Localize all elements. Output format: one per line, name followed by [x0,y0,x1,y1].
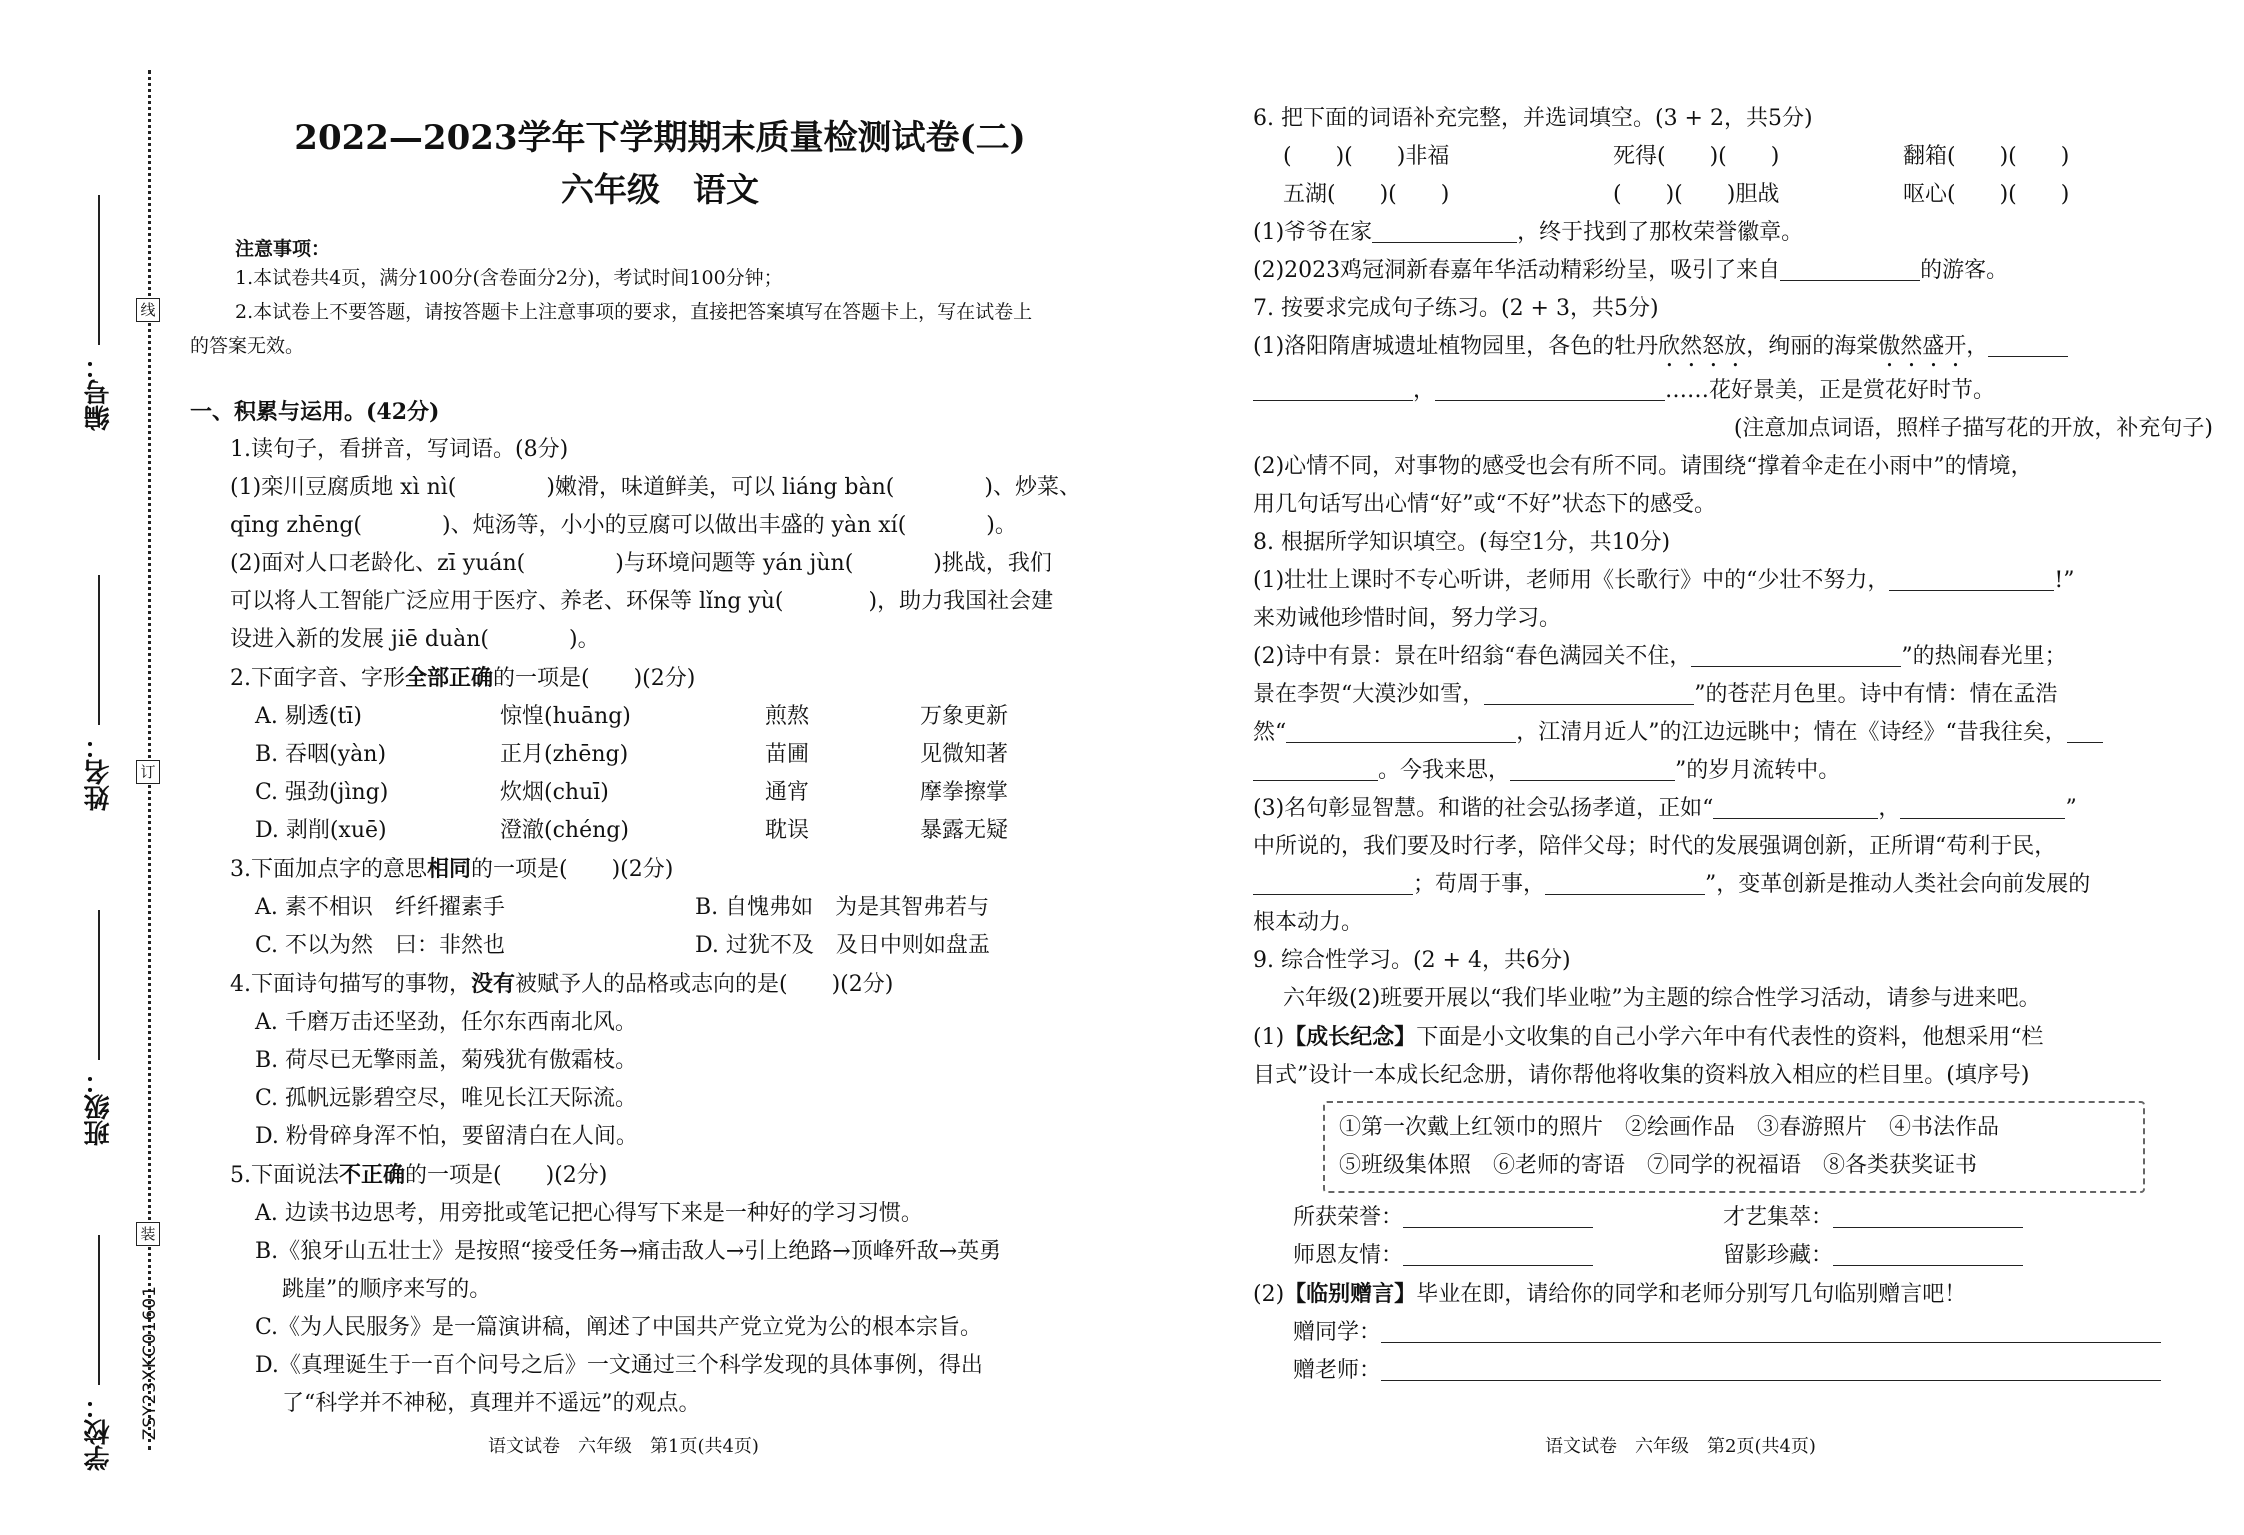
q5-option-b-cont: 跳崖”的顺序来写的。 [282,1277,492,1302]
q6-sentence-1: (1)爷爷在家 ，终于找到了那枚荣誉徽章。 [1253,214,2213,252]
exam-subtitle: 六年级 语文 [561,170,759,209]
school-field[interactable] [80,1235,117,1471]
class-field[interactable] [80,910,117,1146]
notice-1: 1.本试卷共4页，满分100分(含卷面分2分)，考试时间100分钟； [235,267,783,289]
question-1: 1.读句子，看拼音，写词语。(8分) [230,437,569,462]
q8-line-5: 然“ ，江清月近人”的江边远眺中；情在《诗经》“昔我往矣， [1253,714,2213,752]
q8-line-7: (3)名句彰显智慧。和谐的社会弘扬孝道，正如“ ， ” [1253,790,2213,828]
question-6: 6. 把下面的词语补充完整，并选词填空。(3 + 2，共5分) [1253,106,1813,131]
friendship-blank[interactable] [1403,1239,1593,1266]
binding-margin [0,0,175,1535]
q3-options-ab: A. 素不相识 纤纤擢素手 B. 自愧弗如 为是其智弗若与 [255,895,990,920]
question-4: 4.下面诗句描写的事物，没有被赋予人的品格或志向的是( )(2分) [230,971,894,997]
question-9: 9. 综合性学习。(2 + 4，共6分) [1253,948,1571,973]
q1-line-5: 设进入新的发展 jiē duàn( )。 [230,627,600,652]
q4-option-a: A. 千磨万击还坚劲，任尔东西南北风。 [255,1010,637,1035]
photos-blank[interactable] [1833,1239,2023,1266]
q8-line-2: 来劝诫他珍惜时间，努力学习。 [1253,606,1562,631]
q9-to-teachers: 赠老师： [1253,1352,2213,1390]
binding-mark-zhuang: 装 [136,1222,160,1246]
q5-option-a: A. 边读书边思考，用旁批或笔记把心得写下来是一种好的学习习惯。 [255,1201,923,1226]
exam-title: 2022—2023学年下学期期末质量检测试卷(二) [294,118,1026,158]
q2-option-c: C. 强劲(jìng) 炊烟(chuī) 通宵 摩拳擦掌 [255,780,1009,805]
talents-blank[interactable] [1833,1201,2023,1228]
q2-option-d: D. 剥削(xuē) 澄澈(chéng) 耽误 暴露无疑 [255,818,1009,843]
materials-row-1: ①第一次戴上红领巾的照片 ②绘画作品 ③春游照片 ④书法作品 [1339,1115,2000,1140]
q9-to-classmates: 赠同学： [1253,1314,2213,1352]
q4-option-b: B. 荷尽已无擎雨盖，菊残犹有傲霜枝。 [255,1048,638,1073]
honors-blank[interactable] [1403,1201,1593,1228]
name-field[interactable] [80,575,117,811]
q1-line-1: (1)栾川豆腐质地 xì nì( )嫩滑，味道鲜美，可以 liáng bàn( )、炒菜、 [230,475,1081,500]
q8-line-10: 根本动力。 [1253,910,1364,935]
question-8: 8. 根据所学知识填空。(每空1分，共10分) [1253,530,1671,555]
q7-sentence-2: ， ……花好景美，正是赏花好时节。 [1253,372,2213,410]
number-field[interactable] [80,195,117,431]
q1-line-4: 可以将人工智能广泛应用于医疗、养老、环保等 lǐng yù( )，助力我国社会建 [230,589,1054,614]
q4-option-d: D. 粉骨碎身浑不怕，要留清白在人间。 [255,1124,638,1149]
question-3: 3.下面加点字的意思相同的一项是( )(2分) [230,856,674,882]
paper-code: ZSY23XKC01601 [140,1285,160,1441]
page-1-footer: 语文试卷 六年级 第1页(共4页) [488,1436,759,1457]
notice-2-cont: 的答案无效。 [190,335,305,357]
q7-part-2: (2)心情不同，对事物的感受也会有所不同。请围绕“撑着伞走在小雨中”的情境， [1253,454,2033,479]
q2-option-a: A. 剔透(tī) 惊惶(huāng) 煎熬 万象更新 [255,704,1009,729]
q9-part-1: (1)【成长纪念】下面是小文收集的自己小学六年中有代表性的资料，他想采用“栏 [1253,1024,2044,1050]
photos-label: 留影珍藏： [1723,1243,1834,1268]
q7-sentence-1: (1)洛阳隋唐城遗址植物园里，各色的牡丹欣然怒放，绚丽的海棠傲然盛开， [1253,328,2213,372]
page-1 [190,0,1130,1457]
question-5: 5.下面说法不正确的一项是( )(2分) [230,1162,608,1188]
q1-line-2: qīng zhēng( )、炖汤等，小小的豆腐可以做出丰盛的 yàn xí( )。 [230,513,1017,538]
materials-row-2: ⑤班级集体照 ⑥老师的寄语 ⑦同学的祝福语 ⑧各类获奖证书 [1339,1153,1978,1178]
q6-sentence-2: (2)2023鸡冠洞新春嘉年华活动精彩纷呈，吸引了来自 的游客。 [1253,252,2213,290]
q8-line-6: 。今我来思， ”的岁月流转中。 [1253,752,2213,790]
q5-option-b: B.《狼牙山五壮士》是按照“接受任务→痛击敌人→引上绝路→顶峰歼敌→英勇 [255,1239,1002,1264]
q6-row-1: ( )( )非福 死得( )( ) 翻箱( )( ) [1283,144,2070,169]
q7-hint: (注意加点词语，照样子描写花的开放，补充句子) [1733,416,2213,441]
question-7: 7. 按要求完成句子练习。(2 + 3，共5分) [1253,296,1659,321]
school-label: 学校： [84,1393,114,1471]
honors-label: 所获荣誉： [1293,1205,1404,1230]
teachers-blank[interactable] [1381,1354,2161,1381]
q3-options-cd: C. 不以为然 曰：非然也 D. 过犹不及 及日中则如盘盂 [255,933,990,958]
name-label: 姓名： [84,733,114,811]
section-1-heading: 一、积累与运用。(42分) [190,399,440,425]
question-2: 2.下面字音、字形全部正确的一项是( )(2分) [230,665,696,691]
q8-line-4: 景在李贺“大漠沙如雪， ”的苍茫月色里。诗中有情：情在孟浩 [1253,676,2213,714]
q5-option-c: C.《为人民服务》是一篇演讲稿，阐述了中国共产党立党为公的根本宗旨。 [255,1315,983,1340]
q6-row-2: 五湖( )( ) ( )( )胆战 呕心( )( ) [1283,182,2070,207]
q9-fill-row-1 [1253,1199,2213,1237]
number-label: 编号： [84,353,114,431]
q4-option-c: C. 孤帆远影碧空尽，唯见长江天际流。 [255,1086,638,1111]
q9-intro: 六年级(2)班要开展以“我们毕业啦”为主题的综合性学习活动，请参与进来吧。 [1283,986,2041,1011]
q5-option-d: D.《真理诞生于一百个问号之后》一文通过三个科学发现的具体事例，得出 [255,1353,983,1378]
friendship-label: 师恩友情： [1293,1243,1404,1268]
q9-fill-row-2 [1253,1237,2213,1275]
notice-2: 2.本试卷上不要答题，请按答题卡上注意事项的要求，直接把答案填写在答题卡上，写在试卷上 [235,301,1033,323]
q8-line-9: ；苟周于事， ”，变革创新是推动人类社会向前发展的 [1253,866,2213,904]
classmates-blank[interactable] [1381,1316,2161,1343]
binding-mark-ding: 订 [136,760,160,784]
q8-line-3: (2)诗中有景：景在叶绍翁“春色满园关不住， ”的热闹春光里； [1253,638,2213,676]
q9-part-1-cont: 目式”设计一本成长纪念册，请你帮他将收集的资料放入相应的栏目里。(填序号) [1253,1063,2030,1088]
materials-box [1323,1101,2145,1193]
notice-heading: 注意事项： [235,238,331,260]
q5-option-d-cont: 了“科学并不神秘，真理并不遥远”的观点。 [282,1391,701,1416]
talents-label: 才艺集萃： [1723,1205,1834,1230]
page-2 [1253,100,2213,1390]
q8-line-8: 中所说的，我们要及时行孝，陪伴父母；时代的发展强调创新，正所谓“苟利于民， [1253,834,2057,859]
q7-part-2-cont: 用几句话写出心情“好”或“不好”状态下的感受。 [1253,492,1716,517]
q9-part-2: (2)【临别赠言】毕业在即，请给你的同学和老师分别写几句临别赠言吧！ [1253,1281,1967,1307]
page-2-footer: 语文试卷 六年级 第2页(共4页) [1545,1436,1816,1457]
class-label: 班级： [84,1068,114,1146]
q1-line-3: (2)面对人口老龄化、zī yuán( )与环境问题等 yán jùn( )挑战，我们 [230,551,1052,576]
q2-option-b: B. 吞咽(yàn) 正月(zhēng) 苗圃 见微知著 [255,742,1009,767]
binding-mark-xian: 线 [136,298,160,322]
q8-line-1: (1)壮壮上课时不专心听讲，老师用《长歌行》中的“少壮不努力， !” [1253,562,2213,600]
